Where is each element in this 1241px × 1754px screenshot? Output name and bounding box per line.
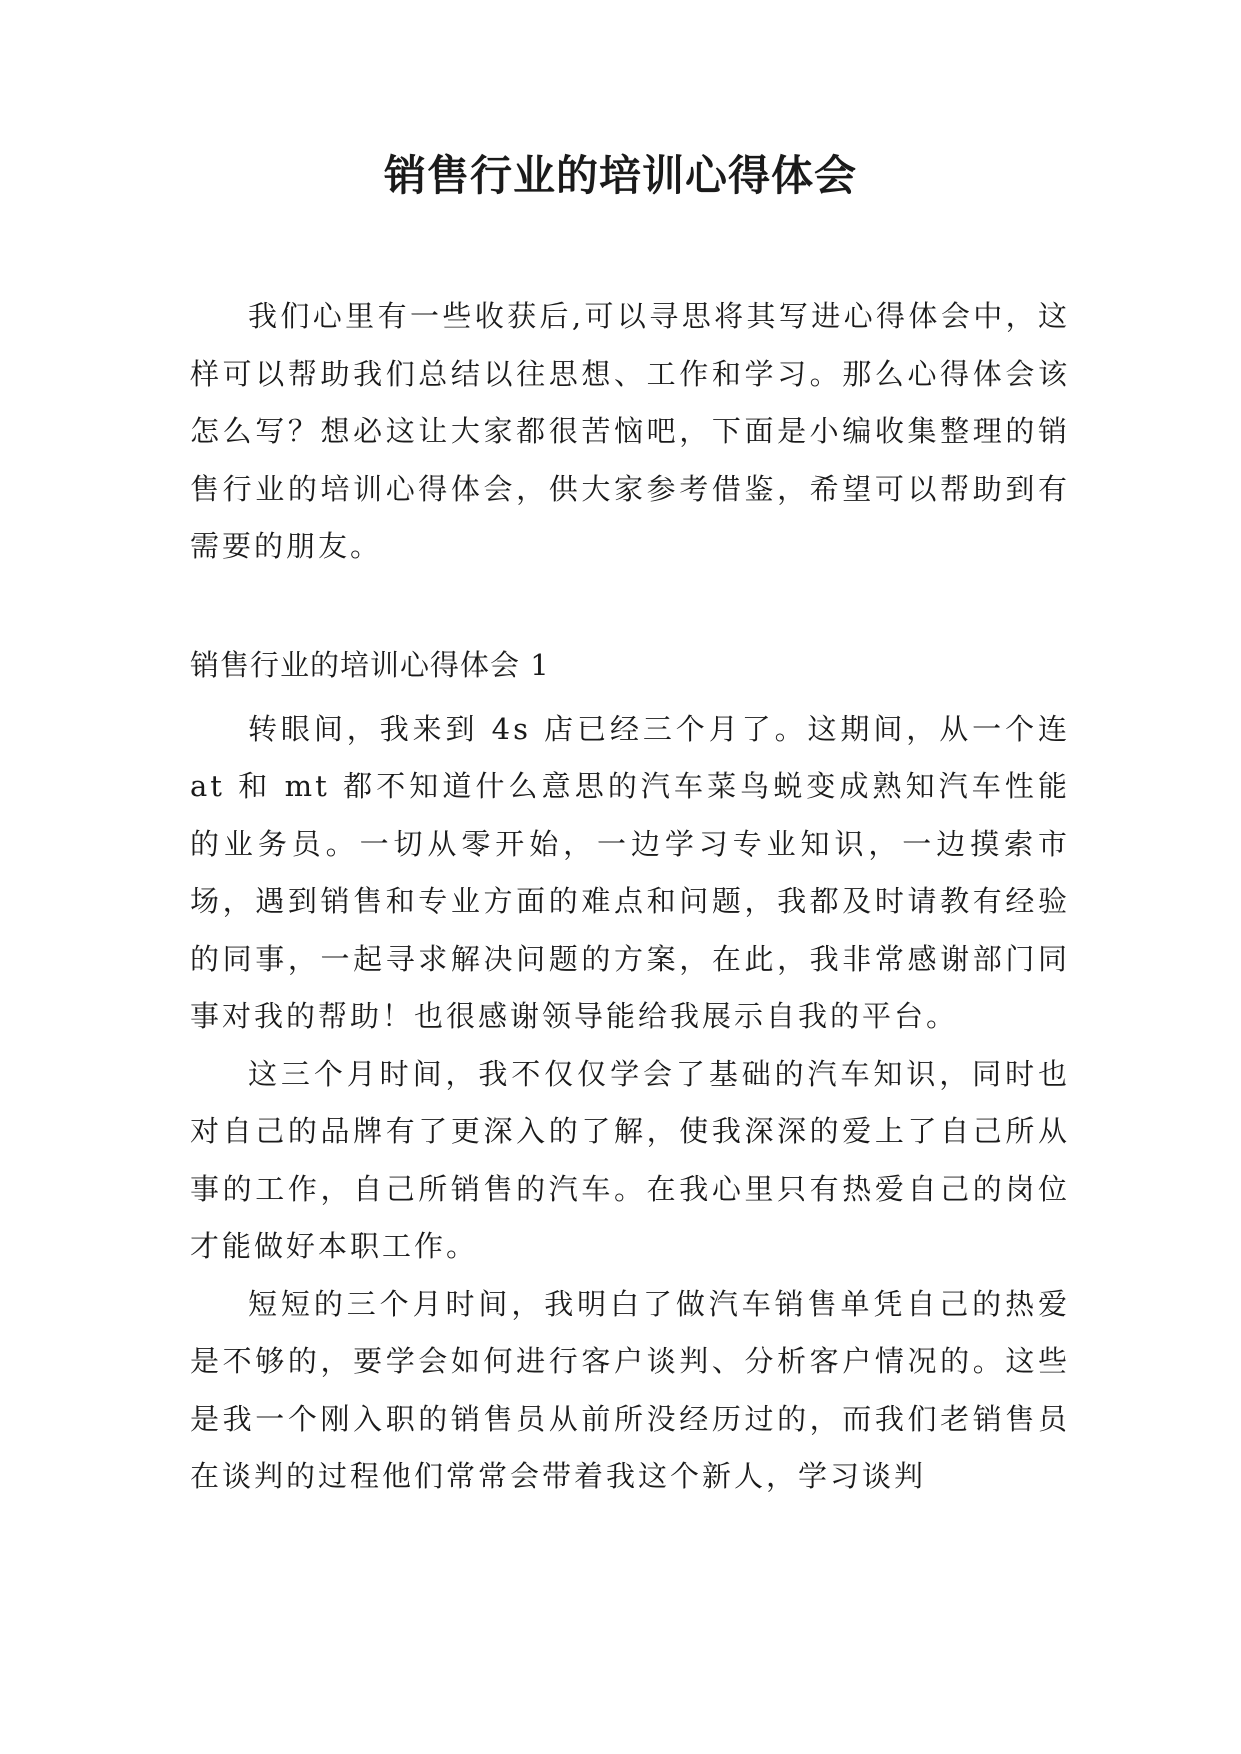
intro-paragraph: 我们心里有一些收获后,可以寻思将其写进心得体会中，这样可以帮助我们总结以往思想、工作和学习。那么心得体会该怎么写？想必这让大家都很苦恼吧，下面是小编收集整理的销售行业的培训心得体会，供大家参考借鉴，希望可以帮助到有需要的朋友。 bbox=[190, 299, 1070, 563]
body-paragraph-3: 短短的三个月时间，我明白了做汽车销售单凭自己的热爱是不够的，要学会如何进行客户谈判、分析客户情况的。这些是我一个刚入职的销售员从前所没经历过的，而我们老销售员在谈判的过程他们常常会带着我这个新人，学习谈判 bbox=[190, 1286, 1070, 1493]
section-heading: 销售行业的培训心得体会 1 bbox=[190, 648, 550, 682]
body-paragraph-2: 这三个月时间，我不仅仅学会了基础的汽车知识，同时也对自己的品牌有了更深入的了解，使我深深的爱上了自己所从事的工作，自己所销售的汽车。在我心里只有热爱自己的岗位才能做好本职工作。 bbox=[190, 1056, 1070, 1263]
section-1 bbox=[190, 637, 1070, 1506]
body-paragraph-1: 转眼间，我来到 4s 店已经三个月了。这期间，从一个连 at 和 mt 都不知道什么意思的汽车菜鸟蜕变成熟知汽车性能的业务员。一切从零开始，一边学习专业知识，一边摸索市场，遇到销售和专业方面的难点和问题，我都及时请教有经验的同事，一起寻求解决问题的方案，在此，我非常感谢部门同事对我的帮助！也很感谢领导能给我展示自我的平台。 bbox=[190, 711, 1070, 1033]
intro-block bbox=[190, 288, 1070, 576]
document-title: 销售行业的培训心得体会 bbox=[383, 151, 857, 200]
